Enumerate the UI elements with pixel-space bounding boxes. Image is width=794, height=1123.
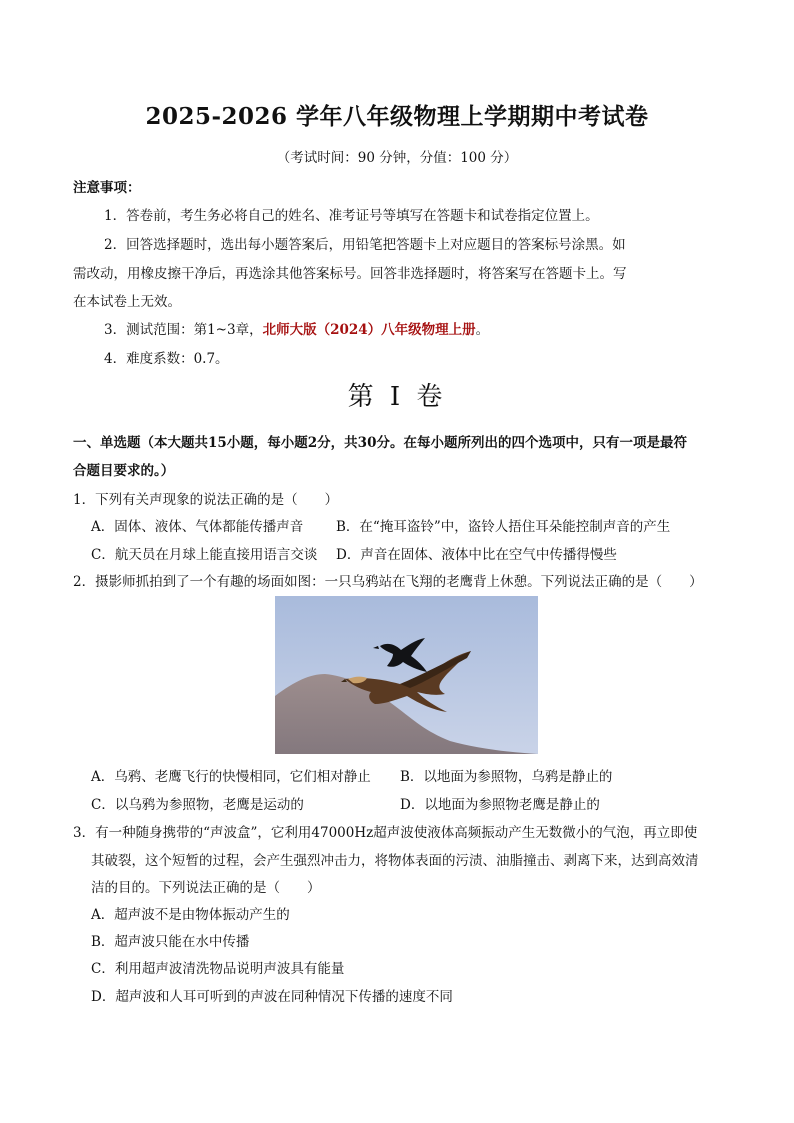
exam-info: （考试时间：90 分钟，分值：100 分）: [276, 150, 518, 166]
volume-title: 第 I 卷: [347, 382, 447, 412]
q1-option-d: D．声音在固体、液体中比在空气中传播得慢些: [336, 547, 617, 563]
q1-stem: 1．下列有关声现象的说法正确的是（ ）: [73, 492, 339, 508]
q3-stem-line-1: 3．有一种随身携带的“声波盒”，它利用47000Hz超声波使液体高频振动产生无数微小的气泡，再立即使: [73, 825, 698, 841]
q3-option-d: D．超声波和人耳可听到的声波在同种情况下传播的速度不同: [91, 989, 453, 1005]
q1-option-b: B．在“掩耳盗铃”中，盗铃人捂住耳朵能控制声音的产生: [336, 519, 671, 535]
q3-stem-line-3: 洁的目的。下列说法正确的是（ ）: [91, 880, 321, 896]
note-2-line-1: 2．回答选择题时，选出每小题答案后，用铅笔把答题卡上对应题目的答案标号涂黑。如: [104, 237, 626, 253]
q3-stem-line-2: 其破裂，这个短暂的过程，会产生强烈冲击力，将物体表面的污渍、油脂撞击、剥离下来，达到高效清: [91, 853, 699, 869]
q3-option-b: B．超声波只能在水中传播: [91, 934, 250, 950]
page-title: 2025-2026 学年八年级物理上学期期中考试卷: [145, 103, 649, 130]
q2-option-b: B．以地面为参照物，乌鸦是静止的: [400, 769, 613, 785]
note-1: 1．答卷前，考生务必将自己的姓名、准考证号等填写在答题卡和试卷指定位置上。: [104, 208, 599, 224]
q2-stem: 2．摄影师抓拍到了一个有趣的场面如图：一只乌鸦站在飞翔的老鹰背上休憩。下列说法正确的是（ ）: [73, 574, 703, 590]
note-3-textbook: 北师大版（2024）八年级物理上册: [262, 322, 476, 338]
q3-option-a: A．超声波不是由物体振动产生的: [91, 907, 290, 923]
notes-heading: 注意事项：: [73, 180, 141, 196]
q1-option-c: C．航天员在月球上能直接用语言交谈: [91, 547, 318, 563]
note-3: [104, 318, 489, 338]
q3-option-c: C．利用超声波清洗物品说明声波具有能量: [91, 961, 345, 977]
q2-option-c: C．以乌鸦为参照物，老鹰是运动的: [91, 797, 304, 813]
note-3-suffix: 。: [475, 322, 490, 338]
q1-option-a: A．固体、液体、气体都能传播声音: [91, 519, 304, 535]
note-2-line-3: 在本试卷上无效。: [73, 294, 181, 310]
note-4: 4．难度系数：0.7。: [104, 351, 229, 367]
note-3-prefix: 3．测试范围：第1~3章，: [104, 322, 263, 338]
q2-option-d: D．以地面为参照物老鹰是静止的: [400, 797, 600, 813]
section-heading-line-2: 合题目要求的。）: [73, 463, 175, 479]
section-heading-line-1: 一、单选题（本大题共15小题，每小题2分，共30分。在每小题所列出的四个选项中，只有一项是最符: [73, 435, 687, 451]
q2-option-a: A．乌鸦、老鹰飞行的快慢相同，它们相对静止: [91, 769, 371, 785]
note-2-line-2: 需改动，用橡皮擦干净后，再选涂其他答案标号。回答非选择题时，将答案写在答题卡上。写: [73, 266, 627, 282]
crow-on-eagle-photo: [275, 596, 538, 754]
